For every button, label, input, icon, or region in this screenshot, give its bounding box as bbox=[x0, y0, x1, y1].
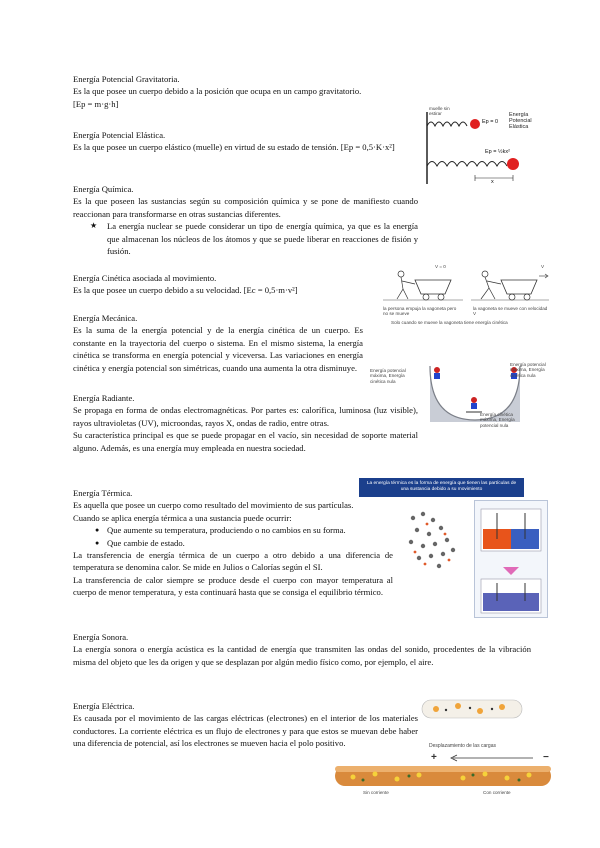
wire-figure bbox=[418, 694, 528, 724]
section-text: Es la que posee un cuerpo debido a su velocidad. [Ec = 0,5·m·v²] bbox=[73, 285, 298, 296]
dot-bullet-icon: ● bbox=[95, 526, 100, 535]
section-formula: [Ep = m·g·h] bbox=[73, 98, 119, 109]
section-text: Cuando se aplica energía térmica a una sustancia puede ocurrir: bbox=[73, 512, 292, 523]
section-gravitatoria bbox=[73, 73, 418, 110]
section-text: Es la que posee un cuerpo debido a la posición que ocupa en un campo gravitatorio. bbox=[73, 86, 362, 97]
molecules-illustration bbox=[405, 508, 465, 572]
v0-label: V = 0 bbox=[435, 264, 446, 269]
section-text: La transferencia de calor siempre se produce desde el cuerpo con mayor temperatura al cuerpo de menor temperatura, y esta continuará hasta que se consiga el equilibrio térmico. bbox=[73, 574, 393, 598]
halfpipe-caption-left: Energía potencial máxima, Energía cinética nula bbox=[370, 368, 406, 384]
conductor-caption-right: Con corriente bbox=[483, 790, 511, 795]
ep0-label: Ep = 0 bbox=[482, 119, 499, 125]
dot-bullet-icon: ● bbox=[95, 538, 100, 547]
bullet-list bbox=[73, 524, 393, 549]
star-bullet-icon: ★ bbox=[90, 221, 98, 231]
section-text: Es la que posee un cuerpo elástico (muelle) en virtud de su estado de tensión. [Ep = 0,5·K·x²] bbox=[73, 142, 395, 153]
cart-figure bbox=[381, 262, 551, 330]
conductor-figure bbox=[333, 744, 553, 844]
conductor-label: Desplazamiento de las cargas bbox=[429, 743, 496, 749]
section-title: Energía Cinética asociada al movimiento. bbox=[73, 273, 217, 283]
section-termica bbox=[73, 487, 393, 599]
section-elastica bbox=[73, 129, 418, 154]
plus-sign: + bbox=[431, 752, 437, 763]
section-text: Es la que poseen las sustancias según su composición química y se pone de manifiesto cuando reaccionan para transformarse en otras sustancias diferentes. bbox=[73, 196, 418, 219]
ball-icon bbox=[507, 158, 519, 170]
spring-label: muelle sin estirar bbox=[429, 106, 450, 117]
list-item-text: Que aumente su temperatura, produciendo o no cambios en su forma. bbox=[107, 525, 346, 536]
ep-formula-label: Ep = ½kx² bbox=[485, 149, 510, 155]
halfpipe-caption-right: Energía potencial máxima, Energía cinética nula bbox=[510, 362, 546, 378]
list-item bbox=[73, 524, 393, 536]
section-radiante bbox=[73, 392, 418, 454]
section-text: Es aquella que posee un cuerpo como resultado del movimiento de sus partículas. bbox=[73, 500, 354, 511]
section-quimica bbox=[73, 183, 418, 257]
section-title: Energía Eléctrica. bbox=[73, 701, 135, 711]
section-text: Es causada por el movimiento de las cargas eléctricas (electrones) en el interior de los materiales conductores. La corriente eléctrica es un flujo de electrones y para que estos se muevan debe haber una diferencia de potencial, así los electrones se mueven hacia el polo positivo. bbox=[73, 713, 418, 749]
section-text: La energía sonora o energía acústica es la cantidad de energía que transmiten las ondas del sonido, procedentes de la vibración misma del objeto que les da origen y que se desplazan por algún medio físico como, por ejemplo, el aire. bbox=[73, 644, 531, 667]
section-cinetica bbox=[73, 272, 373, 297]
heat-transfer-illustration bbox=[475, 501, 547, 617]
list-item-text: La energía nuclear se puede considerar un tipo de energía química, ya que es la energía que almacenan los núcleos de los átomos y que se puede liberar en reacciones de fisión y fusión. bbox=[107, 221, 418, 257]
cart-caption-left: la persona empuja la vagoneta pero no se mueve bbox=[383, 306, 457, 317]
x-label: x bbox=[491, 179, 494, 185]
section-sonora bbox=[73, 631, 531, 668]
section-title: Energía Radiante. bbox=[73, 393, 135, 403]
halfpipe-caption-bottom: Energía cinética máxima, Energía potencial nula bbox=[480, 412, 515, 428]
section-title: Energía Mecánica. bbox=[73, 313, 138, 323]
section-text: Es la suma de la energía potencial y de la energía cinética de un cuerpo. Es constante en la trayectoria del cuerpo o sistema. En el mismo sistema, la energía cinética se transforma en energía potencial y viceversa. Las variaciones en energía cinética y energía potencial son simétricas, cuando una aumenta la otra disminuye. bbox=[73, 325, 363, 373]
cart-caption-right: la vagoneta se mueve con velocidad V bbox=[473, 306, 548, 317]
thermal-banner: La energía térmica es la forma de energía que tienen las partículas de una sustancia debido a su movimiento bbox=[359, 478, 524, 497]
cart-illustration bbox=[381, 262, 551, 306]
molecules-figure bbox=[405, 508, 465, 572]
minus-sign: − bbox=[543, 752, 549, 763]
section-text: Su característica principal es que se puede propagar en el vacío, sin necesidad de soporte material alguno. Además, es una energía muy empleada en nuestra sociedad. bbox=[73, 430, 418, 453]
section-title: Energía Sonora. bbox=[73, 632, 129, 642]
cart-caption-bottom: Solo cuando se mueve la vagoneta tiene energía cinética bbox=[391, 320, 508, 325]
conductor-caption-left: Sin corriente bbox=[363, 790, 389, 795]
section-title: Energía Térmica. bbox=[73, 488, 133, 498]
spring-figure bbox=[425, 104, 545, 189]
bullet-list bbox=[73, 220, 418, 257]
v-label: V bbox=[541, 264, 545, 269]
list-item bbox=[73, 220, 418, 257]
wire-illustration bbox=[418, 694, 528, 724]
section-mecanica bbox=[73, 312, 363, 374]
list-item-text: Que cambie de estado. bbox=[107, 537, 185, 548]
list-item bbox=[73, 537, 393, 549]
section-title: Energía Potencial Elástica. bbox=[73, 130, 166, 140]
section-title: Energía Potencial Gravitatoria. bbox=[73, 74, 180, 84]
halfpipe-figure bbox=[370, 362, 550, 428]
ball-icon bbox=[470, 119, 480, 129]
section-electrica bbox=[73, 700, 418, 750]
section-text: La transferencia de energía térmica de un cuerpo a otro debido a una diferencia de temperatura se denomina calor. Se mide en Julios o Calorías según el SI. bbox=[73, 550, 393, 573]
ep-elastic-label: Energía Potencial Elástica bbox=[509, 112, 532, 131]
section-title: Energía Química. bbox=[73, 184, 134, 194]
section-text: Se propaga en forma de ondas electromagnéticas. Por partes es: calorífica, luminosa (luz visible), rayos ultravioletas (UV), microondas, rayos X, ondas de radio, entre otras. bbox=[73, 405, 418, 428]
heat-transfer-figure bbox=[474, 500, 548, 618]
